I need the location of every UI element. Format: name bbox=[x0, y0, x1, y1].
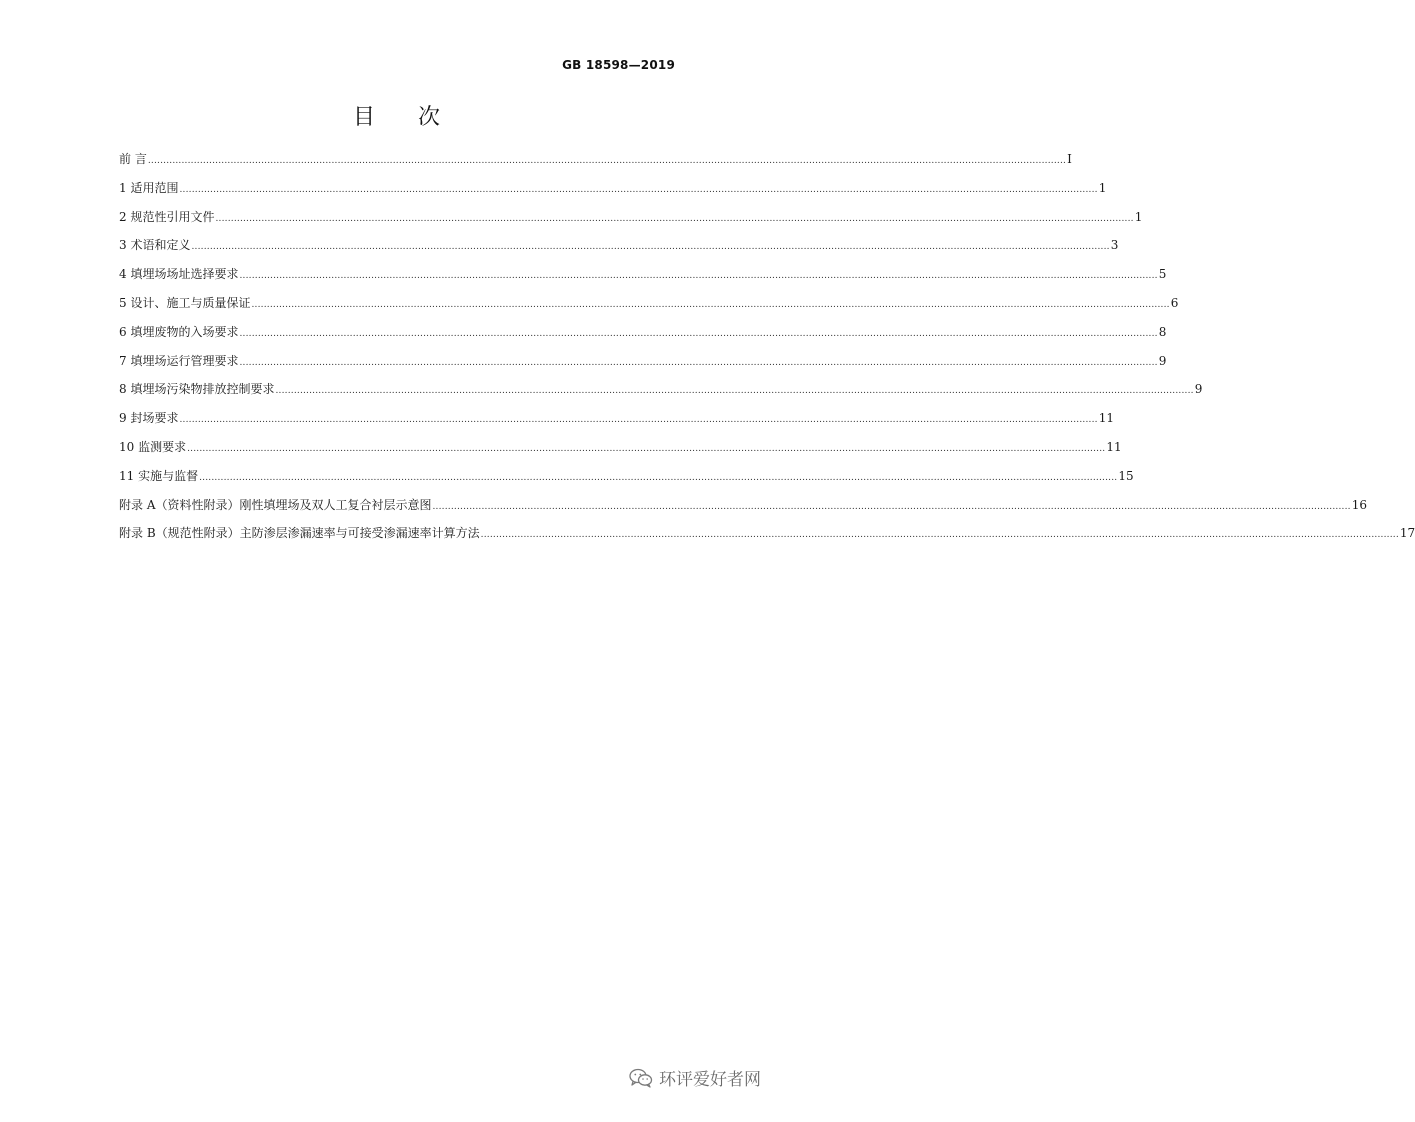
toc-entry-label: 8 填埋场污染物排放控制要求 bbox=[119, 382, 275, 397]
toc-entry-label: 5 设计、施工与质量保证 bbox=[119, 295, 251, 310]
standard-number: GB 18598—2019 bbox=[562, 58, 675, 72]
toc-entry-page: 9 bbox=[1194, 382, 1203, 397]
toc-leader-dots: ............................................................................................................................................................................................................................................................................................................ bbox=[191, 242, 1110, 253]
watermark bbox=[629, 1065, 761, 1090]
toc-entry[interactable] bbox=[119, 145, 1072, 174]
toc-entry-page: 9 bbox=[1158, 353, 1167, 368]
toc-entry-page: 5 bbox=[1158, 267, 1167, 282]
toc-leader-dots: ............................................................................................................................................................................................................................................................................................................ bbox=[199, 472, 1118, 483]
toc-entry-label: 2 规范性引用文件 bbox=[119, 209, 215, 224]
toc-entry[interactable] bbox=[119, 289, 1179, 318]
toc-entry-page: 16 bbox=[1351, 497, 1368, 512]
toc-leader-dots: ............................................................................................................................................................................................................................................................................................................ bbox=[239, 271, 1158, 282]
toc-entry[interactable] bbox=[119, 174, 1107, 203]
toc-entry[interactable] bbox=[119, 404, 1114, 433]
watermark-text: 环评爱好者网 bbox=[659, 1070, 761, 1090]
toc-entry-page: 8 bbox=[1158, 324, 1167, 339]
toc-entry-page: I bbox=[1067, 152, 1072, 166]
toc-leader-dots: ............................................................................................................................................................................................................................................................................................................ bbox=[239, 328, 1158, 339]
toc-leader-dots: ............................................................................................................................................................................................................................................................................................................ bbox=[179, 184, 1098, 195]
toc-entry[interactable] bbox=[119, 491, 1368, 520]
toc-entry-label: 4 填埋场场址选择要求 bbox=[119, 267, 239, 282]
toc-leader-dots: ............................................................................................................................................................................................................................................................................................................ bbox=[275, 386, 1194, 397]
toc-leader-dots: ............................................................................................................................................................................................................................................................................................................ bbox=[432, 501, 1351, 512]
toc-entry-page: 3 bbox=[1110, 238, 1119, 253]
toc-leader-dots: ............................................................................................................................................................................................................................................................................................................ bbox=[187, 443, 1106, 454]
toc-leader-dots: ............................................................................................................................................................................................................................................................................................................ bbox=[239, 357, 1158, 368]
toc-leader-dots: ............................................................................................................................................................................................................................................................................................................ bbox=[480, 530, 1399, 541]
toc-entry[interactable] bbox=[119, 260, 1167, 289]
toc-entry-label: 10 监测要求 bbox=[119, 439, 187, 454]
toc-entry-label: 9 封场要求 bbox=[119, 411, 179, 426]
toc-entry-label: 附录 B（规范性附录）主防渗层渗漏速率与可接受渗漏速率计算方法 bbox=[119, 526, 480, 541]
toc-title: 目 次 bbox=[353, 105, 458, 130]
toc-entry-label: 3 术语和定义 bbox=[119, 238, 191, 253]
toc-entry-page: 1 bbox=[1134, 209, 1143, 224]
toc-leader-dots: ............................................................................................................................................................................................................................................................................................................ bbox=[179, 415, 1098, 426]
toc-entry[interactable] bbox=[119, 231, 1119, 260]
toc-entry-page: 17 bbox=[1399, 526, 1415, 541]
toc-entry-page: 1 bbox=[1098, 180, 1107, 195]
toc-entry-page: 6 bbox=[1170, 295, 1179, 310]
wechat-icon bbox=[629, 1068, 653, 1088]
toc-entry-label: 11 实施与监督 bbox=[119, 468, 199, 483]
toc-entry-page: 11 bbox=[1098, 411, 1114, 426]
toc-entry[interactable] bbox=[119, 462, 1134, 491]
toc-entry-label: 7 填埋场运行管理要求 bbox=[119, 353, 239, 368]
toc-entry-label: 前 言 bbox=[119, 152, 147, 166]
toc-leader-dots: ............................................................................................................................................................................................................................................................................................................ bbox=[147, 156, 1067, 166]
toc-entry-label: 6 填埋废物的入场要求 bbox=[119, 324, 239, 339]
toc-entry[interactable] bbox=[119, 347, 1167, 376]
toc-entry[interactable] bbox=[119, 203, 1143, 232]
toc-entry[interactable] bbox=[119, 318, 1167, 347]
table-of-contents bbox=[119, 145, 1415, 548]
toc-entry[interactable] bbox=[119, 433, 1122, 462]
toc-entry-page: 11 bbox=[1106, 439, 1122, 454]
toc-leader-dots: ............................................................................................................................................................................................................................................................................................................ bbox=[215, 213, 1134, 224]
toc-entry[interactable] bbox=[119, 375, 1203, 404]
toc-entry-page: 15 bbox=[1118, 468, 1134, 483]
toc-leader-dots: ............................................................................................................................................................................................................................................................................................................ bbox=[251, 299, 1170, 310]
toc-entry[interactable] bbox=[119, 519, 1415, 548]
toc-entry-label: 附录 A（资料性附录）刚性填埋场及双人工复合衬层示意图 bbox=[119, 497, 432, 512]
toc-entry-label: 1 适用范围 bbox=[119, 180, 179, 195]
